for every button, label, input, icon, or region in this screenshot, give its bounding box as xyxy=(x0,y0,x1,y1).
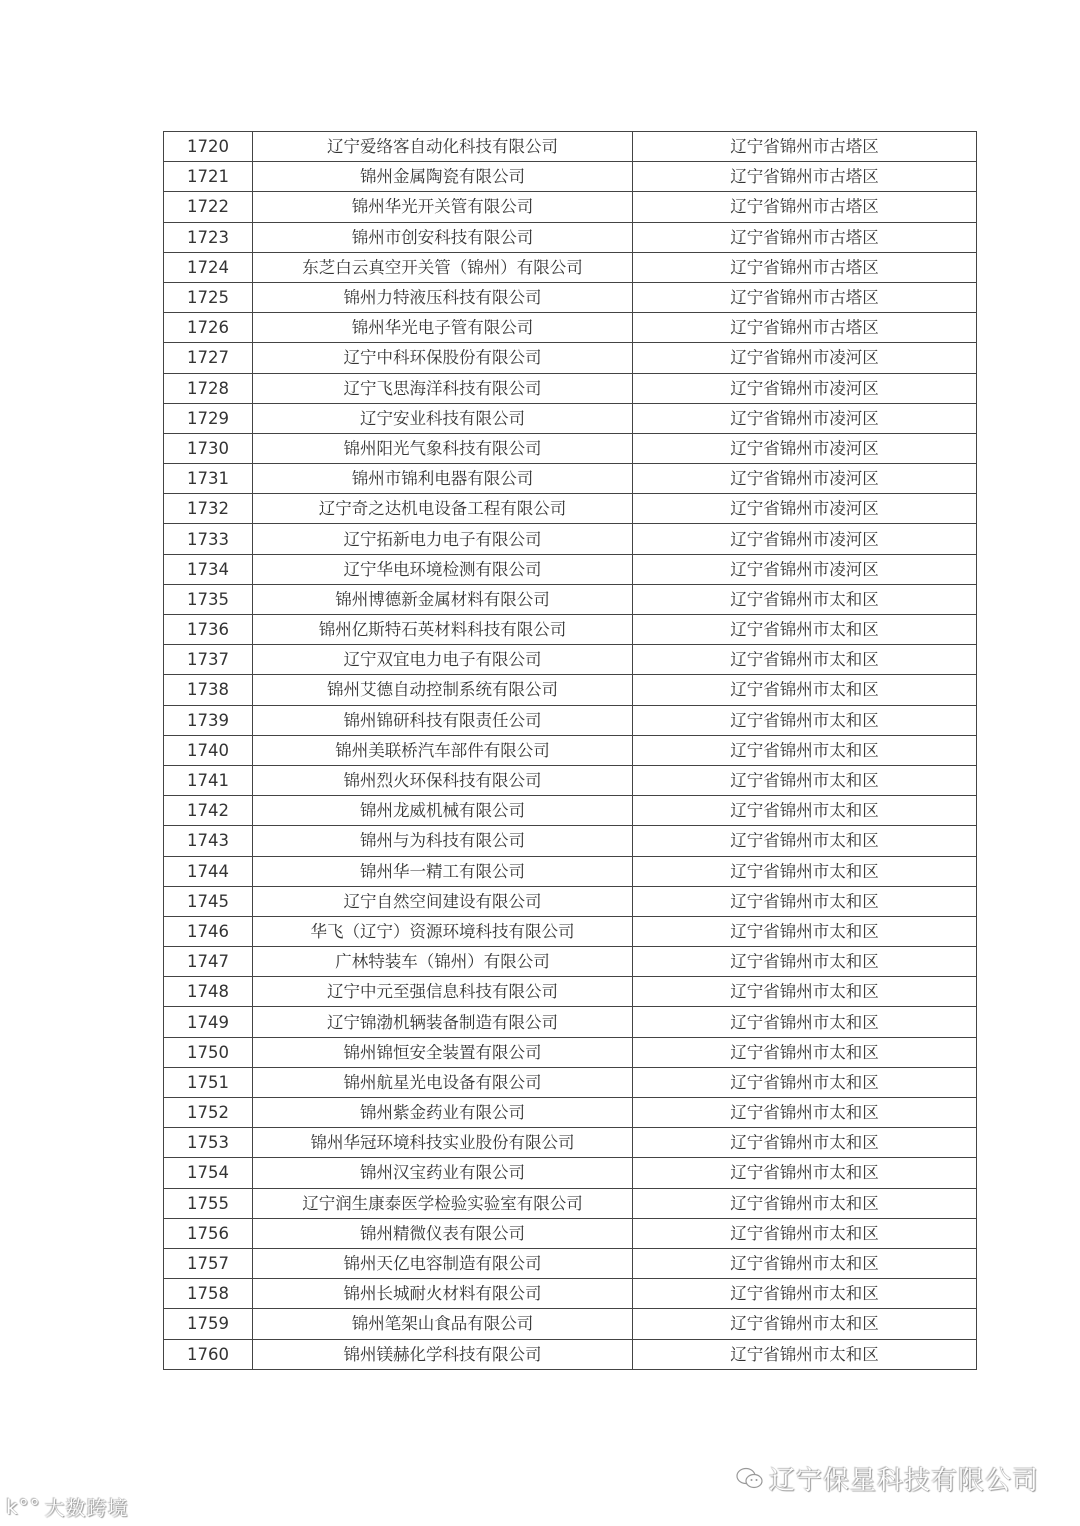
table-row xyxy=(164,886,977,916)
table-row xyxy=(164,403,977,433)
row-number: 1741 xyxy=(164,765,253,795)
table-row xyxy=(164,343,977,373)
row-number: 1729 xyxy=(164,403,253,433)
table-row xyxy=(164,524,977,554)
table-row xyxy=(164,494,977,524)
company-name: 辽宁中科环保股份有限公司 xyxy=(253,343,633,373)
row-number: 1738 xyxy=(164,675,253,705)
company-name: 锦州华光电子管有限公司 xyxy=(253,313,633,343)
row-number: 1747 xyxy=(164,947,253,977)
company-region: 辽宁省锦州市古塔区 xyxy=(633,192,977,222)
table-row xyxy=(164,1098,977,1128)
table-row xyxy=(164,735,977,765)
table-row xyxy=(164,916,977,946)
table-row xyxy=(164,1339,977,1369)
company-region: 辽宁省锦州市太和区 xyxy=(633,615,977,645)
row-number: 1750 xyxy=(164,1037,253,1067)
company-region: 辽宁省锦州市太和区 xyxy=(633,1128,977,1158)
company-name: 辽宁锦渤机辆装备制造有限公司 xyxy=(253,1007,633,1037)
company-region: 辽宁省锦州市凌河区 xyxy=(633,464,977,494)
company-region: 辽宁省锦州市凌河区 xyxy=(633,554,977,584)
table-row xyxy=(164,162,977,192)
row-number: 1725 xyxy=(164,282,253,312)
company-region: 辽宁省锦州市太和区 xyxy=(633,584,977,614)
company-name: 锦州笔架山食品有限公司 xyxy=(253,1309,633,1339)
company-name: 锦州龙威机械有限公司 xyxy=(253,796,633,826)
company-region: 辽宁省锦州市太和区 xyxy=(633,675,977,705)
company-region: 辽宁省锦州市太和区 xyxy=(633,916,977,946)
table-row xyxy=(164,1309,977,1339)
table-row xyxy=(164,1037,977,1067)
company-region: 辽宁省锦州市太和区 xyxy=(633,796,977,826)
table-row xyxy=(164,1188,977,1218)
wechat-icon xyxy=(735,1466,765,1492)
table-row xyxy=(164,1158,977,1188)
table-row xyxy=(164,675,977,705)
row-number: 1734 xyxy=(164,554,253,584)
table-row xyxy=(164,856,977,886)
table-row xyxy=(164,947,977,977)
source-logo-icon: k°° xyxy=(6,1494,41,1519)
row-number: 1759 xyxy=(164,1309,253,1339)
row-number: 1745 xyxy=(164,886,253,916)
company-name: 辽宁中元至强信息科技有限公司 xyxy=(253,977,633,1007)
row-number: 1754 xyxy=(164,1158,253,1188)
table-row xyxy=(164,584,977,614)
row-number: 1748 xyxy=(164,977,253,1007)
row-number: 1722 xyxy=(164,192,253,222)
row-number: 1731 xyxy=(164,464,253,494)
company-name: 辽宁拓新电力电子有限公司 xyxy=(253,524,633,554)
company-name: 东芝白云真空开关管（锦州）有限公司 xyxy=(253,252,633,282)
row-number: 1730 xyxy=(164,433,253,463)
company-name: 锦州航星光电设备有限公司 xyxy=(253,1067,633,1097)
company-name: 锦州艾德自动控制系统有限公司 xyxy=(253,675,633,705)
company-region: 辽宁省锦州市古塔区 xyxy=(633,222,977,252)
company-region: 辽宁省锦州市太和区 xyxy=(633,765,977,795)
company-name: 辽宁自然空间建设有限公司 xyxy=(253,886,633,916)
company-name: 锦州镁赫化学科技有限公司 xyxy=(253,1339,633,1369)
table-row xyxy=(164,705,977,735)
table-row xyxy=(164,554,977,584)
row-number: 1736 xyxy=(164,615,253,645)
row-number: 1755 xyxy=(164,1188,253,1218)
company-name: 锦州华冠环境科技实业股份有限公司 xyxy=(253,1128,633,1158)
row-number: 1724 xyxy=(164,252,253,282)
row-number: 1752 xyxy=(164,1098,253,1128)
company-name: 锦州紫金药业有限公司 xyxy=(253,1098,633,1128)
company-region: 辽宁省锦州市太和区 xyxy=(633,1037,977,1067)
table-row xyxy=(164,977,977,1007)
company-name: 锦州金属陶瓷有限公司 xyxy=(253,162,633,192)
company-name: 辽宁润生康泰医学检验实验室有限公司 xyxy=(253,1188,633,1218)
company-region: 辽宁省锦州市古塔区 xyxy=(633,313,977,343)
row-number: 1743 xyxy=(164,826,253,856)
row-number: 1749 xyxy=(164,1007,253,1037)
company-region: 辽宁省锦州市太和区 xyxy=(633,1188,977,1218)
company-name: 广林特装车（锦州）有限公司 xyxy=(253,947,633,977)
company-region: 辽宁省锦州市凌河区 xyxy=(633,373,977,403)
row-number: 1740 xyxy=(164,735,253,765)
company-region: 辽宁省锦州市太和区 xyxy=(633,645,977,675)
company-region: 辽宁省锦州市太和区 xyxy=(633,1158,977,1188)
table-row xyxy=(164,222,977,252)
company-region: 辽宁省锦州市太和区 xyxy=(633,1248,977,1278)
row-number: 1756 xyxy=(164,1218,253,1248)
row-number: 1723 xyxy=(164,222,253,252)
company-name: 锦州天亿电容制造有限公司 xyxy=(253,1248,633,1278)
table-row xyxy=(164,1007,977,1037)
company-region: 辽宁省锦州市凌河区 xyxy=(633,343,977,373)
company-name: 锦州华光开关管有限公司 xyxy=(253,192,633,222)
table-row xyxy=(164,826,977,856)
row-number: 1751 xyxy=(164,1067,253,1097)
company-table-body xyxy=(164,132,977,1370)
row-number: 1735 xyxy=(164,584,253,614)
company-region: 辽宁省锦州市太和区 xyxy=(633,947,977,977)
table-row xyxy=(164,433,977,463)
company-name: 锦州市锦利电器有限公司 xyxy=(253,464,633,494)
company-name: 锦州汉宝药业有限公司 xyxy=(253,1158,633,1188)
table-row xyxy=(164,615,977,645)
company-name: 锦州阳光气象科技有限公司 xyxy=(253,433,633,463)
company-name: 锦州市创安科技有限公司 xyxy=(253,222,633,252)
company-region: 辽宁省锦州市古塔区 xyxy=(633,132,977,162)
company-region: 辽宁省锦州市凌河区 xyxy=(633,433,977,463)
company-name: 辽宁飞思海洋科技有限公司 xyxy=(253,373,633,403)
table-row xyxy=(164,796,977,826)
company-name: 锦州博德新金属材料有限公司 xyxy=(253,584,633,614)
row-number: 1732 xyxy=(164,494,253,524)
table-row xyxy=(164,645,977,675)
row-number: 1727 xyxy=(164,343,253,373)
company-name: 辽宁双宜电力电子有限公司 xyxy=(253,645,633,675)
row-number: 1733 xyxy=(164,524,253,554)
company-region: 辽宁省锦州市太和区 xyxy=(633,1218,977,1248)
table-row xyxy=(164,192,977,222)
row-number: 1728 xyxy=(164,373,253,403)
company-region: 辽宁省锦州市凌河区 xyxy=(633,403,977,433)
company-name: 锦州长城耐火材料有限公司 xyxy=(253,1279,633,1309)
company-name: 锦州锦研科技有限责任公司 xyxy=(253,705,633,735)
company-region: 辽宁省锦州市太和区 xyxy=(633,735,977,765)
row-number: 1742 xyxy=(164,796,253,826)
row-number: 1721 xyxy=(164,162,253,192)
company-name: 辽宁安业科技有限公司 xyxy=(253,403,633,433)
company-region: 辽宁省锦州市古塔区 xyxy=(633,282,977,312)
company-region: 辽宁省锦州市太和区 xyxy=(633,1309,977,1339)
company-name: 锦州华一精工有限公司 xyxy=(253,856,633,886)
table-row xyxy=(164,1067,977,1097)
company-name: 华飞（辽宁）资源环境科技有限公司 xyxy=(253,916,633,946)
company-region: 辽宁省锦州市太和区 xyxy=(633,1098,977,1128)
row-number: 1753 xyxy=(164,1128,253,1158)
company-region: 辽宁省锦州市太和区 xyxy=(633,1279,977,1309)
table-row xyxy=(164,1279,977,1309)
table-row xyxy=(164,373,977,403)
company-region: 辽宁省锦州市太和区 xyxy=(633,1339,977,1369)
wechat-account-name: 辽宁保星科技有限公司 xyxy=(769,1466,1040,1496)
table-row xyxy=(164,1248,977,1278)
company-region: 辽宁省锦州市太和区 xyxy=(633,1067,977,1097)
wechat-watermark xyxy=(735,1460,1039,1497)
company-region: 辽宁省锦州市太和区 xyxy=(633,977,977,1007)
company-table xyxy=(163,131,977,1370)
table-row xyxy=(164,282,977,312)
company-name: 锦州烈火环保科技有限公司 xyxy=(253,765,633,795)
row-number: 1758 xyxy=(164,1279,253,1309)
company-region: 辽宁省锦州市凌河区 xyxy=(633,494,977,524)
company-region: 辽宁省锦州市太和区 xyxy=(633,1007,977,1037)
company-region: 辽宁省锦州市太和区 xyxy=(633,856,977,886)
company-region: 辽宁省锦州市太和区 xyxy=(633,826,977,856)
row-number: 1746 xyxy=(164,916,253,946)
row-number: 1739 xyxy=(164,705,253,735)
table-row xyxy=(164,252,977,282)
table-row xyxy=(164,464,977,494)
row-number: 1744 xyxy=(164,856,253,886)
company-name: 锦州力特液压科技有限公司 xyxy=(253,282,633,312)
company-region: 辽宁省锦州市太和区 xyxy=(633,705,977,735)
company-name: 锦州美联桥汽车部件有限公司 xyxy=(253,735,633,765)
source-watermark xyxy=(6,1492,129,1521)
company-name: 锦州精微仪表有限公司 xyxy=(253,1218,633,1248)
table-row xyxy=(164,765,977,795)
source-name: 大数跨境 xyxy=(44,1496,129,1520)
row-number: 1726 xyxy=(164,313,253,343)
row-number: 1720 xyxy=(164,132,253,162)
company-name: 辽宁爱络客自动化科技有限公司 xyxy=(253,132,633,162)
table-row xyxy=(164,313,977,343)
row-number: 1737 xyxy=(164,645,253,675)
company-region: 辽宁省锦州市凌河区 xyxy=(633,524,977,554)
company-name: 辽宁华电环境检测有限公司 xyxy=(253,554,633,584)
company-region: 辽宁省锦州市古塔区 xyxy=(633,252,977,282)
company-name: 锦州亿斯特石英材料科技有限公司 xyxy=(253,615,633,645)
table-row xyxy=(164,1128,977,1158)
table-row xyxy=(164,132,977,162)
company-region: 辽宁省锦州市古塔区 xyxy=(633,162,977,192)
table-row xyxy=(164,1218,977,1248)
company-region: 辽宁省锦州市太和区 xyxy=(633,886,977,916)
row-number: 1757 xyxy=(164,1248,253,1278)
company-name: 辽宁奇之达机电设备工程有限公司 xyxy=(253,494,633,524)
row-number: 1760 xyxy=(164,1339,253,1369)
company-name: 锦州锦恒安全装置有限公司 xyxy=(253,1037,633,1067)
company-name: 锦州与为科技有限公司 xyxy=(253,826,633,856)
